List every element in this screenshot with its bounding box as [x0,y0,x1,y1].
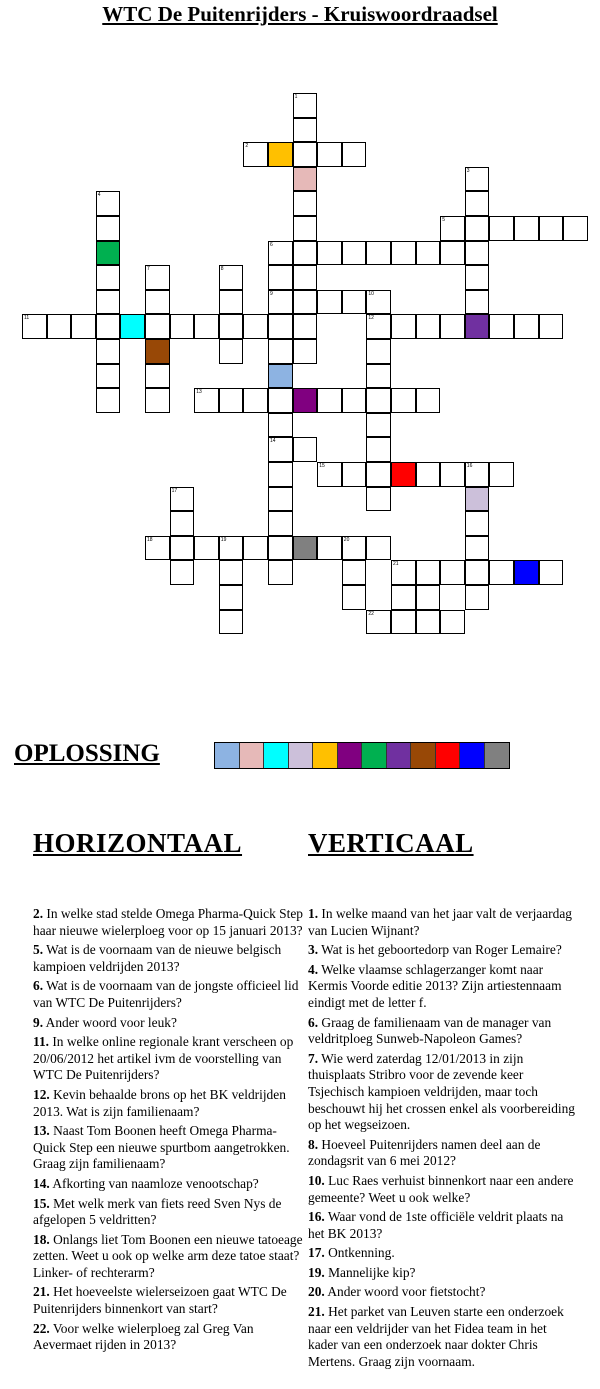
grid-cell[interactable] [342,241,367,266]
grid-cell[interactable] [293,216,318,241]
horizontal-clue [33,1196,305,1229]
clue-number: 10 [368,290,374,297]
horizontal-clue [33,942,305,975]
grid-cell[interactable] [268,536,293,561]
grid-cell[interactable] [539,314,564,339]
solution-cell[interactable] [436,743,461,768]
grid-cell[interactable] [366,388,391,413]
clue-number: 2 [245,143,249,150]
grid-cell[interactable] [342,388,367,413]
grid-cell[interactable] [317,241,342,266]
grid-cell[interactable] [391,610,416,635]
solution-cell[interactable] [313,743,338,768]
grid-cell[interactable] [219,339,244,364]
clue-number: 19 [220,536,227,543]
clue-text: In welke online regionale krant verscheen op 20/06/2012 het artikel ivm de voorstelling van WTC De Puitenrijders? [33,1034,294,1083]
grid-cell[interactable] [293,290,318,315]
grid-cell-colored[interactable] [293,388,318,413]
grid-cell[interactable] [170,487,195,512]
clue-number-label: 14. [33,1175,50,1191]
solution-cell[interactable] [289,743,314,768]
grid-cell[interactable] [268,560,293,585]
vertical-heading: VERTICAAL [308,828,474,858]
grid-cell[interactable] [268,462,293,487]
grid-cell[interactable] [440,462,465,487]
horizontal-clue-list [33,906,305,1357]
grid-cell[interactable] [366,487,391,512]
clue-number-label: 19. [308,1264,325,1280]
grid-cell[interactable] [243,388,268,413]
grid-cell[interactable] [539,216,564,241]
vertical-clue-list [308,906,576,1373]
solution-cell[interactable] [387,743,412,768]
clue-number-label: 17. [308,1245,325,1261]
horizontal-heading: HORIZONTAAL [33,828,243,858]
clue-number-label: 10. [308,1172,325,1188]
grid-cell[interactable] [293,191,318,216]
grid-cell[interactable] [145,536,170,561]
grid-cell-colored[interactable] [268,364,293,389]
solution-cell[interactable] [362,743,387,768]
grid-cell[interactable] [268,241,293,266]
clue-number-label: 7. [308,1050,319,1066]
vertical-clue [308,1051,576,1134]
solution-cell[interactable] [338,743,363,768]
grid-cell[interactable] [219,314,244,339]
clue-number: 21 [393,561,399,568]
solution-heading: OPLOSSING [14,740,160,767]
horizontal-clue [33,1034,305,1084]
clue-number-label: 11. [33,1034,49,1050]
vertical-clue [308,1015,576,1048]
vertical-clue [308,1304,576,1370]
grid-cell[interactable] [268,265,293,290]
grid-cell[interactable] [293,437,318,462]
clue-text: Wat is de voornaam van de jongste officieel lid van WTC De Puitenrijders? [33,978,299,1010]
grid-cell[interactable] [219,290,244,315]
clue-text: Voor welke wielerploeg zal Greg Van Aevermaet rijden in 2013? [33,1320,254,1353]
grid-cell[interactable] [145,314,170,339]
grid-cell[interactable] [465,585,490,610]
clue-number: 6 [270,241,273,248]
grid-cell[interactable] [391,560,416,585]
grid-cell[interactable] [416,610,441,635]
grid-cell-colored[interactable] [268,142,293,167]
clue-number-label: 5. [33,942,44,958]
clue-text: Wat is de voornaam van de nieuwe belgisch kampioen veldrijden 2013? [33,942,282,974]
grid-cell[interactable] [293,93,318,118]
solution-strip [214,742,510,769]
clue-number-label: 13. [33,1123,50,1139]
grid-cell-colored[interactable] [465,314,490,339]
grid-cell-colored[interactable] [514,560,539,585]
grid-cell-colored[interactable] [293,536,318,561]
grid-cell[interactable] [366,339,391,364]
grid-cell[interactable] [96,290,121,315]
grid-cell[interactable] [219,610,244,635]
grid-cell-colored[interactable] [145,339,170,364]
grid-cell[interactable] [440,241,465,266]
horizontal-clue [33,1015,305,1032]
grid-cell[interactable] [342,585,367,610]
grid-cell[interactable] [47,314,72,339]
grid-cell[interactable] [293,339,318,364]
grid-cell[interactable] [317,142,342,167]
grid-cell[interactable] [391,388,416,413]
grid-cell[interactable] [96,314,121,339]
clue-number: 13 [196,389,202,396]
grid-cell-colored[interactable] [120,314,145,339]
grid-cell[interactable] [440,610,465,635]
clue-number-label: 16. [308,1209,325,1225]
grid-cell[interactable] [293,118,318,143]
clue-text: Het hoeveelste wielerseizoen gaat WTC De Puitenrijders binnenkort van start? [33,1284,287,1317]
grid-cell[interactable] [243,536,268,561]
clue-text: Het parket van Leuven starte een onderzoek naar een veldrijder van het Fidea team in het kader van een onderzoek naar dokter Chris Mertens. Graag zijn voornaam. [308,1304,564,1369]
clue-number-label: 20. [308,1284,325,1300]
clue-text: Waar vond de 1ste officiële veldrit plaats na het BK 2013? [308,1209,564,1241]
grid-cell[interactable] [465,511,490,536]
clue-text: Kevin behaalde brons op het BK veldrijden 2013. Wat is zijn familienaam? [33,1086,286,1119]
grid-cell[interactable] [440,560,465,585]
grid-cell-colored[interactable] [391,462,416,487]
clue-text: Onlangs liet Tom Boonen een nieuwe tatoeage zetten. Weet u ook op welke arm deze tatoe staat? Linker- of rechterarm? [33,1231,303,1280]
grid-cell[interactable] [268,487,293,512]
clue-text: Ander woord voor leuk? [43,1014,177,1030]
grid-cell[interactable] [293,265,318,290]
grid-cell[interactable] [219,388,244,413]
clue-text: Met welk merk van fiets reed Sven Nys de afgelopen 5 veldritten? [33,1195,282,1228]
grid-cell[interactable] [194,536,219,561]
clue-text: Graag de familienaam van de manager van veldritploeg Sunweb-Napoleon Games? [308,1014,552,1047]
clue-number: 14 [270,438,276,445]
clue-text: Afkorting van naamloze venootschap? [49,1175,259,1191]
grid-cell[interactable] [96,388,121,413]
grid-cell[interactable] [170,560,195,585]
grid-cell[interactable] [317,462,342,487]
grid-cell[interactable] [293,241,318,266]
clue-number-label: 22. [33,1320,50,1336]
grid-cell[interactable] [440,216,465,241]
clue-number: 12 [368,315,374,322]
grid-cell[interactable] [170,314,195,339]
grid-cell[interactable] [317,290,342,315]
grid-cell[interactable] [514,216,539,241]
grid-cell[interactable] [465,191,490,216]
grid-cell[interactable] [366,314,391,339]
grid-cell[interactable] [563,216,588,241]
grid-cell[interactable] [366,241,391,266]
horizontal-clue [33,978,305,1011]
grid-cell[interactable] [219,560,244,585]
grid-cell[interactable] [96,364,121,389]
grid-cell[interactable] [465,241,490,266]
horizontal-clue [33,1176,305,1193]
clue-number-label: 9. [33,1014,44,1030]
grid-cell[interactable] [391,241,416,266]
solution-cell[interactable] [215,743,240,768]
grid-cell[interactable] [96,265,121,290]
clue-number-label: 21. [308,1304,325,1320]
grid-cell-colored[interactable] [465,487,490,512]
grid-cell-colored[interactable] [96,241,121,266]
clue-number: 5 [442,217,445,223]
grid-cell[interactable] [366,413,391,438]
grid-cell[interactable] [416,585,441,610]
grid-cell[interactable] [465,536,490,561]
grid-cell[interactable] [342,560,367,585]
grid-cell[interactable] [268,511,293,536]
grid-cell[interactable] [317,388,342,413]
grid-cell[interactable] [145,290,170,315]
grid-cell[interactable] [71,314,96,339]
grid-cell[interactable] [366,536,391,561]
grid-cell[interactable] [145,265,170,290]
clue-text: In welke maand van het jaar valt de verjaardag van Lucien Wijnant? [308,906,572,938]
vertical-clue [308,1209,576,1242]
clue-number: 8 [220,266,224,273]
grid-cell[interactable] [366,462,391,487]
clue-text: Naast Tom Boonen heeft Omega Pharma-Quick Step een nieuwe spurtbom aangetrokken. Graag zijn familienaam? [33,1123,290,1172]
grid-cell[interactable] [489,216,514,241]
grid-cell[interactable] [219,536,244,561]
clue-text: Luc Raes verhuist binnenkort naar een andere gemeente? Weet u ook welke? [308,1172,574,1205]
clue-number-label: 3. [308,942,319,958]
vertical-clue [308,1265,576,1282]
vertical-clue [308,1284,576,1301]
grid-cell[interactable] [366,610,391,635]
grid-cell[interactable] [22,314,47,339]
grid-cell-colored[interactable] [293,167,318,192]
grid-cell[interactable] [96,191,121,216]
horizontal-clue [33,1284,305,1317]
vertical-clue [308,1245,576,1262]
clue-text: Mannelijke kip? [324,1264,416,1280]
page-title: WTC De Puitenrijders - Kruiswoordraadsel [102,2,498,26]
grid-cell[interactable] [194,388,219,413]
grid-cell[interactable] [317,536,342,561]
clue-number: 15 [319,463,325,469]
grid-cell[interactable] [342,462,367,487]
clue-number-label: 6. [33,978,44,994]
vertical-clue [308,1137,576,1170]
grid-cell[interactable] [440,314,465,339]
clue-number-label: 6. [308,1014,319,1030]
grid-cell[interactable] [268,413,293,438]
grid-cell[interactable] [416,241,441,266]
clue-number: 18 [147,536,153,543]
clue-number-label: 8. [308,1136,319,1152]
grid-cell[interactable] [465,216,490,241]
grid-cell[interactable] [342,290,367,315]
grid-cell[interactable] [391,585,416,610]
grid-cell[interactable] [465,462,490,487]
solution-cell[interactable] [460,743,485,768]
grid-cell[interactable] [416,462,441,487]
grid-cell[interactable] [219,585,244,610]
clue-number: 3 [466,167,470,174]
grid-cell[interactable] [268,314,293,339]
solution-cell[interactable] [411,743,436,768]
grid-cell[interactable] [489,314,514,339]
clue-number: 9 [270,290,273,297]
grid-cell[interactable] [391,314,416,339]
horizontal-clue [33,1123,305,1173]
clue-number-label: 2. [33,906,44,921]
clue-number: 7 [147,266,150,273]
vertical-clue [308,906,576,939]
vertical-clue [308,1173,576,1206]
clue-number: 11 [24,315,30,322]
grid-cell[interactable] [268,290,293,315]
clue-number: 1 [294,94,298,100]
clue-text: In welke stad stelde Omega Pharma-Quick Step haar nieuwe wielerploeg voor op 15 januari 2013? [33,906,303,938]
clue-number: 16 [466,463,473,469]
grid-cell[interactable] [465,265,490,290]
horizontal-clue [33,906,305,939]
solution-cell[interactable] [264,743,289,768]
clue-text: Welke vlaamse schlagerzanger komt naar Kermis Voorde editie 2013? Zijn artiestennaam eindigt met de letter f. [308,961,562,1010]
grid-cell[interactable] [219,265,244,290]
grid-cell[interactable] [293,314,318,339]
grid-cell[interactable] [170,511,195,536]
clue-number: 22 [368,610,374,617]
grid-cell[interactable] [366,364,391,389]
grid-cell[interactable] [194,314,219,339]
clue-number-label: 15. [33,1195,50,1211]
clue-text: Wat is het geboortedorp van Roger Lemaire? [318,942,562,958]
clue-number-label: 4. [308,961,319,977]
grid-cell[interactable] [145,364,170,389]
grid-cell[interactable] [465,560,490,585]
grid-cell[interactable] [268,437,293,462]
grid-cell[interactable] [342,142,367,167]
grid-cell[interactable] [416,314,441,339]
grid-cell[interactable] [416,560,441,585]
grid-cell[interactable] [145,388,170,413]
grid-cell[interactable] [243,314,268,339]
grid-cell[interactable] [539,560,564,585]
clue-number: 17 [171,487,178,494]
horizontal-clue [33,1232,305,1282]
vertical-clue [308,962,576,1012]
clue-text: Ander woord voor fietstocht? [324,1284,486,1300]
vertical-clue [308,942,576,959]
horizontal-clue [33,1321,305,1354]
grid-cell[interactable] [465,167,490,192]
grid-cell[interactable] [96,216,121,241]
clue-number: 4 [97,192,101,199]
clue-number: 20 [343,536,350,543]
grid-cell[interactable] [366,290,391,315]
grid-cell[interactable] [96,339,121,364]
grid-cell[interactable] [489,560,514,585]
grid-cell[interactable] [416,388,441,413]
clue-text: Hoeveel Puitenrijders namen deel aan de zondagsrit van 6 mei 2012? [308,1136,541,1169]
clue-number-label: 21. [33,1284,50,1300]
clue-text: Wie werd zaterdag 12/01/2013 in zijn thuisplaats Stribro voor de zevende keer Tsjechisch kampioen veldrijden, maar toch beschouwt hij het crossen enkel als voorbereiding op het wegseizoen. [308,1050,575,1133]
grid-cell[interactable] [293,142,318,167]
grid-cell[interactable] [170,536,195,561]
grid-cell[interactable] [489,462,514,487]
horizontal-clue [33,1087,305,1120]
grid-cell[interactable] [268,339,293,364]
grid-cell[interactable] [243,142,268,167]
clue-number-label: 12. [33,1086,50,1102]
clue-text: Ontkenning. [324,1245,395,1261]
solution-cell[interactable] [485,743,510,768]
clue-number-label: 1. [308,906,319,921]
solution-cell[interactable] [240,743,265,768]
grid-cell[interactable] [268,388,293,413]
grid-cell[interactable] [465,290,490,315]
grid-cell[interactable] [514,314,539,339]
clue-number-label: 18. [33,1231,50,1247]
grid-cell[interactable] [342,536,367,561]
grid-cell[interactable] [366,437,391,462]
